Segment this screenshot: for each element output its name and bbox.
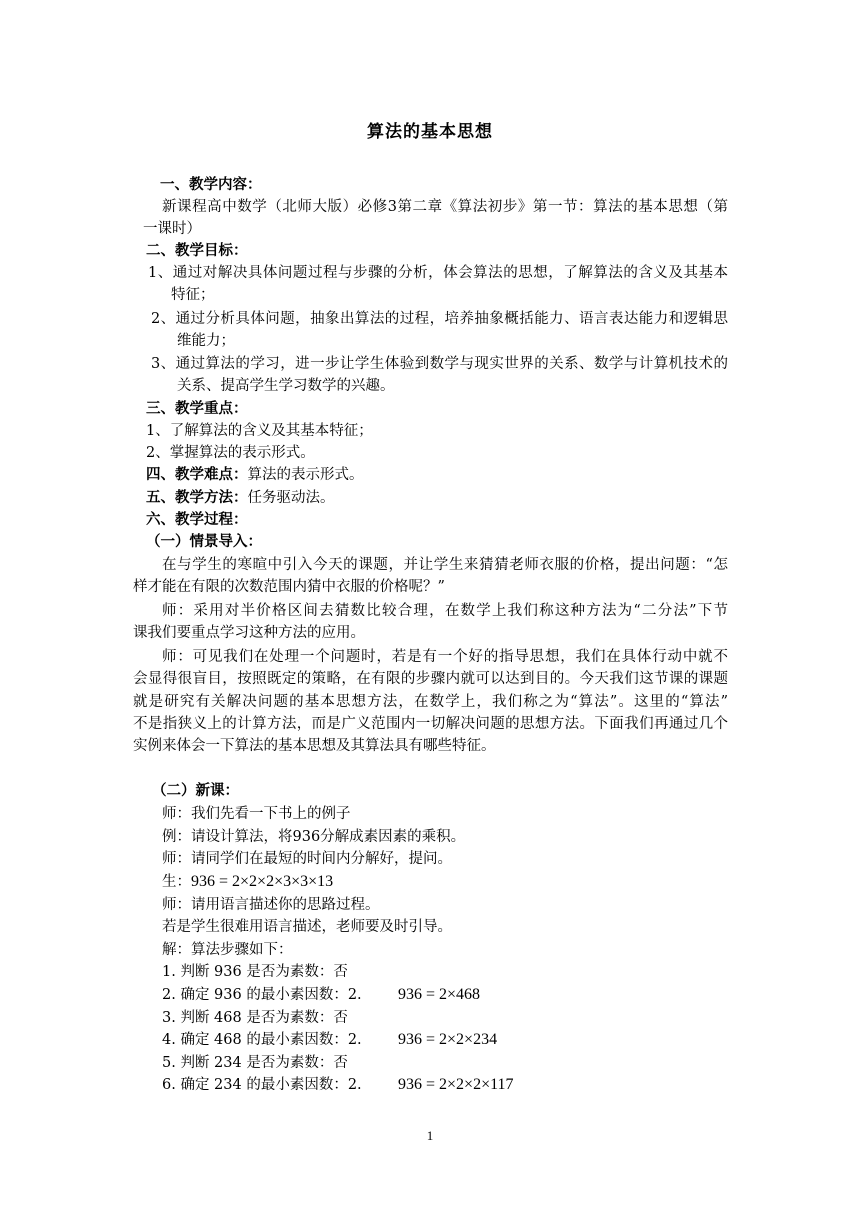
lesson-line-3: 师：请同学们在最短的时间内分解好，提问。 [162, 851, 452, 867]
step-3-text: 3. 判断 468 是否为素数：否 [162, 1010, 348, 1026]
page-number: 1 [426, 1128, 434, 1143]
step-1-text: 1. 判断 936 是否为素数：否 [162, 964, 348, 980]
lesson-line-5: 师：请用语言描述你的思路过程。 [162, 897, 380, 913]
section-heading-key-points: 三、教学重点： [146, 401, 248, 417]
subheading-intro: （一）情景导入： [146, 534, 262, 550]
section-heading-content: 一、教学内容： [160, 177, 262, 193]
method-text: 任务驱动法。 [247, 490, 335, 506]
step-2-equation: 936 = 2×468 [398, 986, 481, 1003]
step-6-text: 6. 确定 234 的最小素因数：2. [162, 1077, 362, 1093]
section-heading-objectives: 二、教学目标： [146, 243, 248, 259]
lesson-line-2: 例：请设计算法，将936分解成素因素的乘积。 [162, 829, 466, 845]
intro-para-3-line-2: 会显得很盲目，按照既定的策略，在有限的步骤内就可以达到目的。今天我们这节课的课题 [133, 671, 728, 687]
objective-1-line-1: 1、通过对解决具体问题过程与步骤的分析，体会算法的思想，了解算法的含义及其基本 [148, 265, 728, 281]
section-heading-method: 五、教学方法： [146, 490, 248, 506]
content-text-line-2: 一课时） [143, 221, 201, 237]
key-point-1: 1、了解算法的含义及其基本特征； [146, 423, 373, 439]
intro-para-1-line-2: 样才能在有限的次数范围内猜中衣服的价格呢？” [133, 579, 445, 595]
lesson-line-4 [162, 871, 333, 893]
objective-3-line-2: 关系、提高学生学习数学的兴趣。 [177, 378, 395, 394]
lesson-line-7: 解：算法步骤如下： [162, 942, 293, 958]
step-5-text: 5. 判断 234 是否为素数：否 [162, 1055, 348, 1071]
method-line [146, 487, 335, 509]
lesson-line-1: 师：我们先看一下书上的例子 [162, 806, 351, 822]
objective-2-line-1: 2、通过分析具体问题，抽象出算法的过程，培养抽象概括能力、语言表达能力和逻辑思 [151, 311, 728, 327]
difficulty-text: 算法的表示形式。 [247, 467, 364, 483]
step-6-equation: 936 = 2×2×2×117 [398, 1076, 514, 1093]
section-heading-difficulty: 四、教学难点： [146, 467, 248, 483]
intro-para-3-line-4: 不是指狭义上的计算方法，而是广义范围内一切解决问题的思想方法。下面我们再通过几个 [133, 716, 728, 732]
intro-para-3-line-5: 实例来体会一下算法的基本思想及其算法具有哪些特征。 [133, 738, 496, 754]
lesson-line-6: 若是学生很难用语言描述，老师要及时引导。 [162, 919, 452, 935]
step-4-text: 4. 确定 468 的最小素因数：2. [162, 1032, 362, 1048]
page-title: 算法的基本思想 [367, 122, 493, 142]
key-point-2: 2、掌握算法的表示形式。 [146, 445, 315, 461]
subheading-new-lesson: （二）新课： [152, 783, 239, 799]
objective-2-line-2: 维能力； [177, 333, 235, 349]
content-text-line-1: 新课程高中数学（北师大版）必修3第二章《算法初步》第一节：算法的基本思想（第 [162, 199, 728, 215]
difficulty-line [146, 464, 364, 486]
student-label: 生： [162, 874, 191, 890]
objective-1-line-2: 特征； [171, 287, 215, 303]
section-heading-process: 六、教学过程： [146, 512, 248, 528]
step-4-equation: 936 = 2×2×234 [398, 1031, 498, 1048]
factorization-equation: 936 = 2×2×2×3×3×13 [191, 873, 334, 890]
objective-3-line-1: 3、通过算法的学习，进一步让学生体验到数学与现实世界的关系、数学与计算机技术的 [151, 356, 728, 372]
intro-para-3-line-3: 就是研究有关解决问题的基本思想方法，在数学上，我们称之为“算法”。这里的“算法” [133, 694, 728, 710]
step-2-text: 2. 确定 936 的最小素因数：2. [162, 987, 362, 1003]
intro-para-3-line-1: 师：可见我们在处理一个问题时，若是有一个好的指导思想，我们在具体行动中就不 [162, 649, 728, 665]
intro-para-2-line-2: 课我们要重点学习这种方法的应用。 [133, 625, 365, 641]
intro-para-2-line-1: 师：采用对半价格区间去猜数比较合理，在数学上我们称这种方法为“二分法”下节 [162, 603, 728, 619]
intro-para-1-line-1: 在与学生的寒暄中引入今天的课题，并让学生来猜猜老师衣服的价格，提出问题：“怎 [162, 557, 728, 573]
